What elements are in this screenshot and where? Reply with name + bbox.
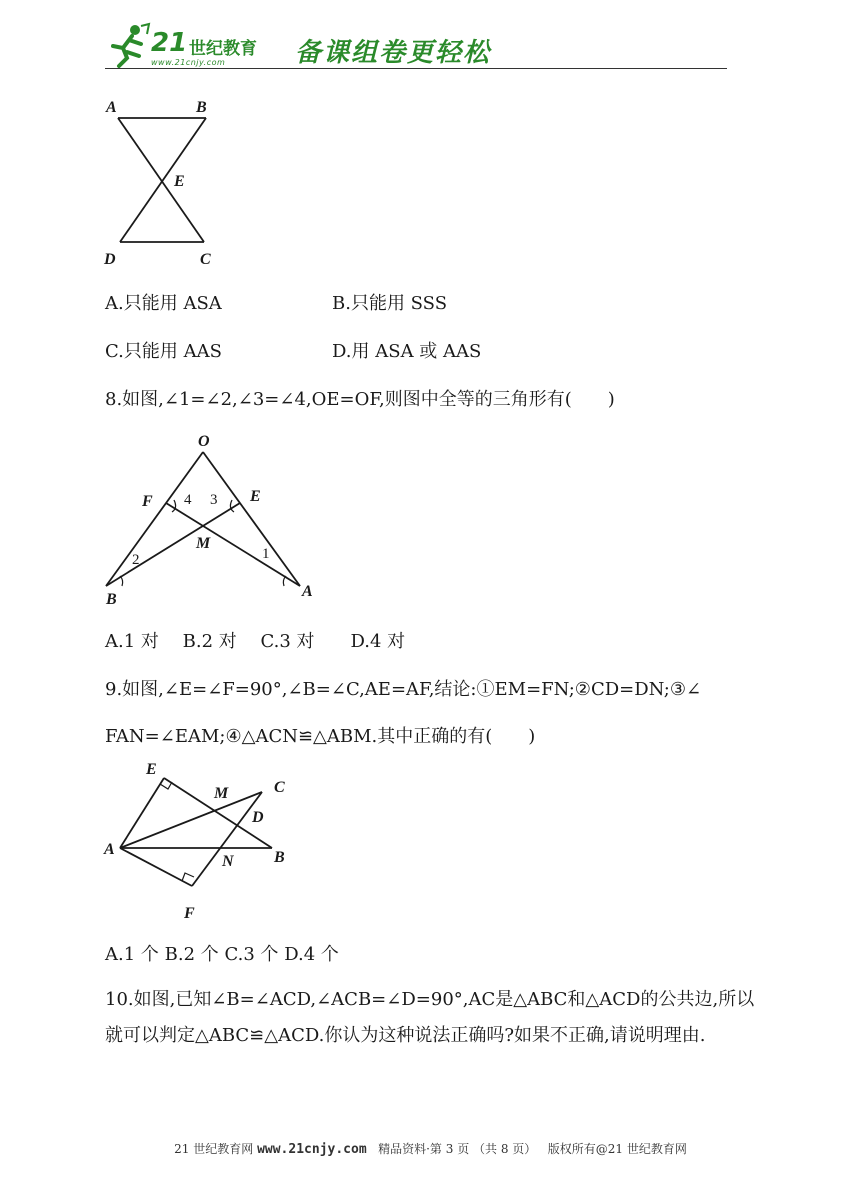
angle-4: 4	[184, 492, 192, 508]
q9-stem-line1: 9.如图,∠E=∠F=90°,∠B=∠C,AE=AF,结论:①EM=FN;②CD=DN;③∠	[105, 679, 702, 700]
runner-icon	[105, 22, 151, 68]
footer-copyright: 版权所有@21 世纪教育网	[547, 1142, 687, 1156]
q7-option-c: C.只能用 AAS	[105, 341, 222, 362]
figure-q8	[100, 428, 330, 608]
label-f: F	[142, 493, 153, 510]
angle-3: 3	[210, 492, 218, 508]
q8-options: A.1 对 B.2 对 C.3 对 D.4 对	[105, 631, 406, 652]
label-d: D	[252, 809, 264, 826]
page-footer	[0, 1140, 861, 1157]
label-n: N	[222, 853, 234, 870]
label-e: E	[250, 488, 261, 505]
q7-option-a: A.只能用 ASA	[105, 293, 222, 314]
label-a: A	[104, 841, 115, 858]
brand-name: 世纪教育	[189, 39, 257, 59]
footer-site-name: 21 世纪教育网	[174, 1142, 254, 1156]
label-b: B	[106, 591, 117, 608]
page-header	[105, 22, 727, 72]
figure-q7-hourglass	[100, 92, 230, 272]
label-m: M	[196, 535, 211, 552]
q7-option-d: D.用 ASA 或 AAS	[332, 341, 482, 362]
label-b: B	[274, 849, 285, 866]
label-a: A	[106, 99, 117, 116]
header-slogan: 备课组卷更轻松	[295, 38, 492, 68]
label-e: E	[174, 173, 185, 190]
brand-url[interactable]: www.21cnjy.com	[151, 58, 226, 67]
label-f: F	[184, 905, 195, 922]
label-m: M	[214, 785, 229, 802]
label-c: C	[274, 779, 285, 796]
label-e: E	[146, 761, 157, 778]
label-o: O	[198, 433, 210, 450]
q8-stem: 8.如图,∠1=∠2,∠3=∠4,OE=OF,则图中全等的三角形有( )	[105, 389, 615, 410]
figure-q9	[100, 758, 300, 926]
brand-number: 21	[151, 28, 188, 58]
q9-options: A.1 个 B.2 个 C.3 个 D.4 个	[105, 944, 339, 965]
label-a: A	[302, 583, 313, 600]
label-d: D	[104, 251, 116, 268]
q7-option-b: B.只能用 SSS	[332, 293, 448, 314]
label-b: B	[196, 99, 207, 116]
label-c: C	[200, 251, 211, 268]
header-divider	[105, 68, 727, 69]
q9-stem-line2: FAN=∠EAM;④△ACN≌△ABM.其中正确的有( )	[105, 726, 536, 747]
angle-2: 2	[132, 552, 140, 568]
footer-page-info: 精品资料·第 3 页 （共 8 页）	[378, 1142, 537, 1156]
footer-site-url[interactable]: www.21cnjy.com	[257, 1142, 367, 1157]
angle-1: 1	[262, 546, 270, 562]
q10-text: 10.如图,已知∠B=∠ACD,∠ACB=∠D=90°,AC是△ABC和△ACD的公共边,所以就可以判定△ABC≌△ACD.你认为这种说法正确吗?如果不正确,请说明理由.	[105, 989, 755, 1046]
